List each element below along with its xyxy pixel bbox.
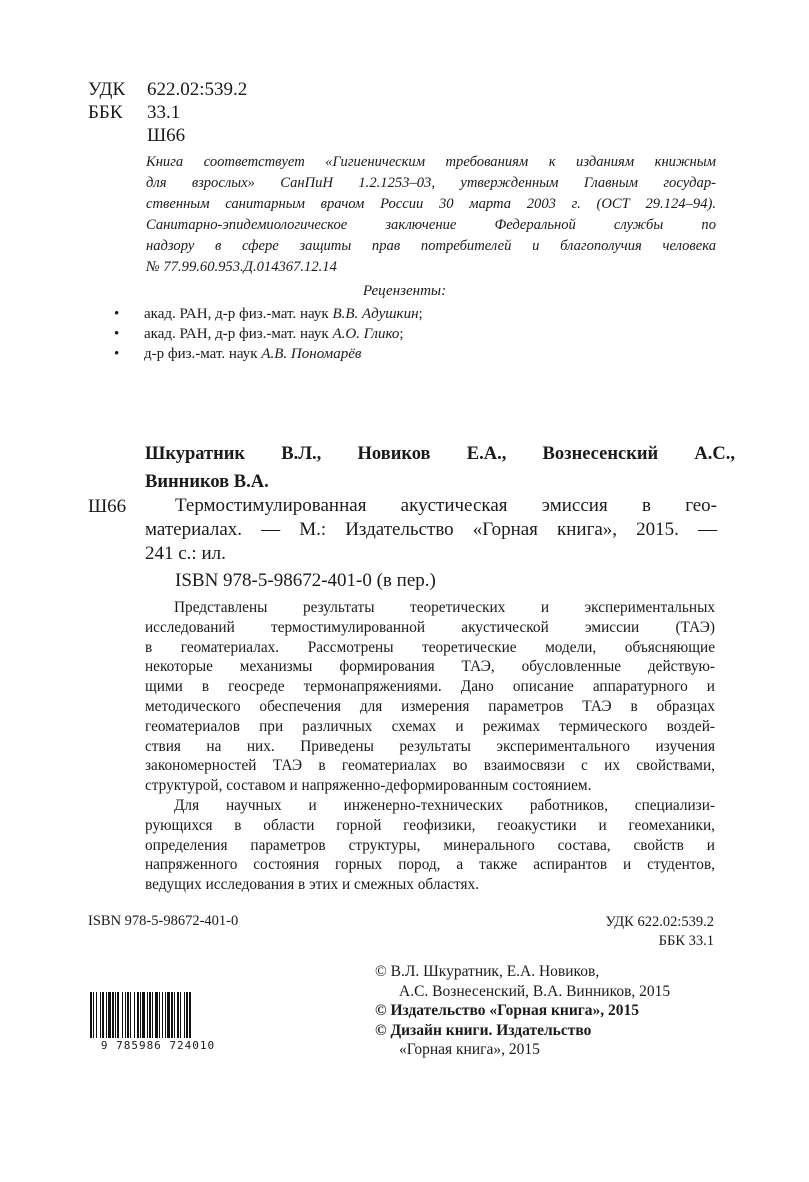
reviewer-title: акад. РАН, д-р физ.-мат. наук	[144, 326, 333, 342]
reviewers-list	[114, 304, 423, 364]
certification-line: ственным санитарным врачом России 30 марта 2003 г. (ОСТ 29.124–94).	[146, 196, 716, 212]
barcode-bar	[96, 992, 97, 1038]
book-title	[145, 494, 717, 566]
library-code: Ш66	[88, 496, 127, 517]
barcode-bar	[100, 992, 101, 1038]
certification-line: Книга соответствует «Гигиеническим требованиям к изданиям книжным	[146, 154, 716, 170]
title-line: материалах. — М.: Издательство «Горная книга», 2015. —	[145, 519, 717, 540]
authors-line: Винников В.А.	[145, 472, 269, 492]
barcode-bar	[93, 992, 94, 1038]
certification-line: для взрослых» СанПиН 1.2.1253–03, утвержденным Главным государ-	[146, 175, 716, 191]
barcode-bar	[112, 992, 114, 1038]
barcode-bar	[125, 992, 126, 1038]
code-value: 33.1	[147, 102, 181, 123]
copyright-block	[375, 962, 715, 1060]
barcode-bar	[130, 992, 131, 1038]
udk-bottom: УДК 622.02:539.2	[605, 914, 714, 930]
barcode-bar	[177, 992, 179, 1038]
annotation-line: Представлены результаты теоретических и экспериментальных	[174, 599, 715, 616]
annotation-line: методического обеспечения для измерения параметров ТАЭ в образцах	[145, 697, 715, 715]
classification-codes	[88, 78, 247, 147]
annotation-line: в геоматериалах. Рассмотрены теоретические модели, объясняющие	[145, 638, 715, 656]
reviewer-name: А.В. Пономарёв	[261, 346, 362, 362]
annotation	[145, 598, 715, 895]
barcode-bar	[184, 992, 185, 1038]
code-row	[88, 124, 247, 147]
code-row	[88, 101, 247, 124]
barcode-bar	[189, 992, 191, 1038]
authors	[145, 440, 735, 496]
bullet-icon: •	[114, 326, 120, 342]
isbn-main: ISBN 978-5-98672-401-0 (в пер.)	[175, 570, 436, 591]
barcode-bar	[149, 992, 151, 1038]
title-line: 241 с.: ил.	[145, 543, 226, 564]
reviewer-end: ;	[418, 306, 423, 322]
barcode-bar	[134, 992, 135, 1038]
copyright-line: «Горная книга», 2015	[399, 1041, 540, 1058]
barcode-bar	[117, 992, 119, 1038]
annotation-line: определения параметров структуры, минерального состава, свойств и	[145, 836, 715, 854]
certification-line: № 77.99.60.953.Д.014367.12.14	[146, 259, 337, 275]
reviewer-item	[114, 324, 423, 344]
bullet-icon: •	[114, 306, 120, 322]
barcode-digits: 9 785986 724010	[100, 1039, 216, 1052]
annotation-line: исследований термостимулированной акустической эмиссии (ТАЭ)	[145, 618, 715, 636]
barcode-bar	[186, 992, 188, 1038]
isbn-bottom: ISBN 978-5-98672-401-0	[88, 913, 239, 929]
reviewer-item	[114, 344, 423, 364]
annotation-line: рующихся в области горной геофизики, геоакустики и геомеханики,	[145, 816, 715, 834]
barcode-bar	[155, 992, 158, 1038]
copyright-line: А.С. Вознесенский, В.А. Винников, 2015	[399, 982, 671, 1000]
barcode-bar	[152, 992, 153, 1038]
annotation-line: структурой, составом и напряженно-деформированным состоянием.	[145, 777, 592, 795]
title-line: Термостимулированная акустическая эмиссия в гео-	[175, 495, 717, 516]
reviewers-heading	[0, 283, 809, 300]
reviewer-title: акад. РАН, д-р физ.-мат. наук	[144, 306, 333, 322]
code-label: ББК	[88, 102, 123, 123]
annotation-line: напряженного состояния горных пород, а также аспирантов и студентов,	[145, 856, 715, 874]
reviewer-item	[114, 304, 423, 324]
barcode-bar	[90, 992, 92, 1038]
barcode-bar	[127, 992, 129, 1038]
certification-line: Санитарно-эпидемиологическое заключение Федеральной службы по	[146, 217, 716, 233]
code-label: УДК	[88, 79, 126, 100]
reviewer-name: В.В. Адушкин	[332, 306, 419, 322]
barcode-bar	[180, 992, 181, 1038]
copyright-line: © Издательство «Горная книга», 2015	[375, 1002, 640, 1019]
barcode-bar	[140, 992, 141, 1038]
annotation-line: ствия на них. Приведены результаты экспериментального изучения	[145, 737, 715, 755]
barcode-bar	[137, 992, 139, 1038]
reviewers-title: Рецензенты:	[362, 283, 447, 299]
bullet-icon: •	[114, 346, 120, 362]
barcode-bars	[88, 992, 228, 1038]
barcode-bar	[122, 992, 123, 1038]
annotation-line: закономерностей ТАЭ в геоматериалах во взаимосвязи с их свойствами,	[145, 757, 715, 775]
barcode	[88, 992, 228, 1067]
barcode-bar	[167, 992, 170, 1038]
barcode-bar	[115, 992, 116, 1038]
reviewer-end: ;	[399, 326, 404, 342]
annotation-line: щими в геосреде термонапряжениями. Дано описание аппаратурного и	[145, 678, 715, 696]
annotation-line: Для научных и инженерно-технических работников, специализи-	[174, 796, 715, 814]
reviewer-name: А.О. Глико	[332, 326, 400, 342]
barcode-bar	[171, 992, 173, 1038]
code-value: 622.02:539.2	[147, 79, 248, 100]
barcode-bar	[174, 992, 175, 1038]
certification-note	[146, 152, 716, 278]
code-row	[88, 78, 247, 101]
bbk-bottom: ББК 33.1	[658, 933, 714, 949]
barcode-bar	[147, 992, 148, 1038]
barcode-bar	[108, 992, 111, 1038]
reviewer-title: д-р физ.-мат. наук	[144, 346, 262, 362]
annotation-line: некоторые механизмы формирования ТАЭ, обусловленные действую-	[145, 658, 715, 676]
authors-line: Шкуратник В.Л., Новиков Е.А., Вознесенский А.С.,	[145, 444, 735, 464]
udk-bbk-bottom	[605, 913, 714, 951]
code-label	[88, 124, 147, 147]
annotation-line: ведущих исследования в этих и смежных областях.	[145, 876, 480, 894]
copyright-line: © Дизайн книги. Издательство	[375, 1021, 592, 1039]
barcode-bar	[142, 992, 145, 1038]
certification-line: надзору в сфере защиты прав потребителей и благополучия человека	[146, 238, 716, 254]
barcode-bar	[106, 992, 107, 1038]
barcode-bar	[159, 992, 160, 1038]
copyright-line: © В.Л. Шкуратник, Е.А. Новиков,	[375, 963, 600, 980]
code-value: Ш66	[147, 125, 186, 146]
barcode-bar	[102, 992, 104, 1038]
barcode-bar	[162, 992, 163, 1038]
annotation-line: геоматериалов при различных схемах и режимах термического воздей-	[145, 717, 715, 735]
barcode-bar	[165, 992, 166, 1038]
